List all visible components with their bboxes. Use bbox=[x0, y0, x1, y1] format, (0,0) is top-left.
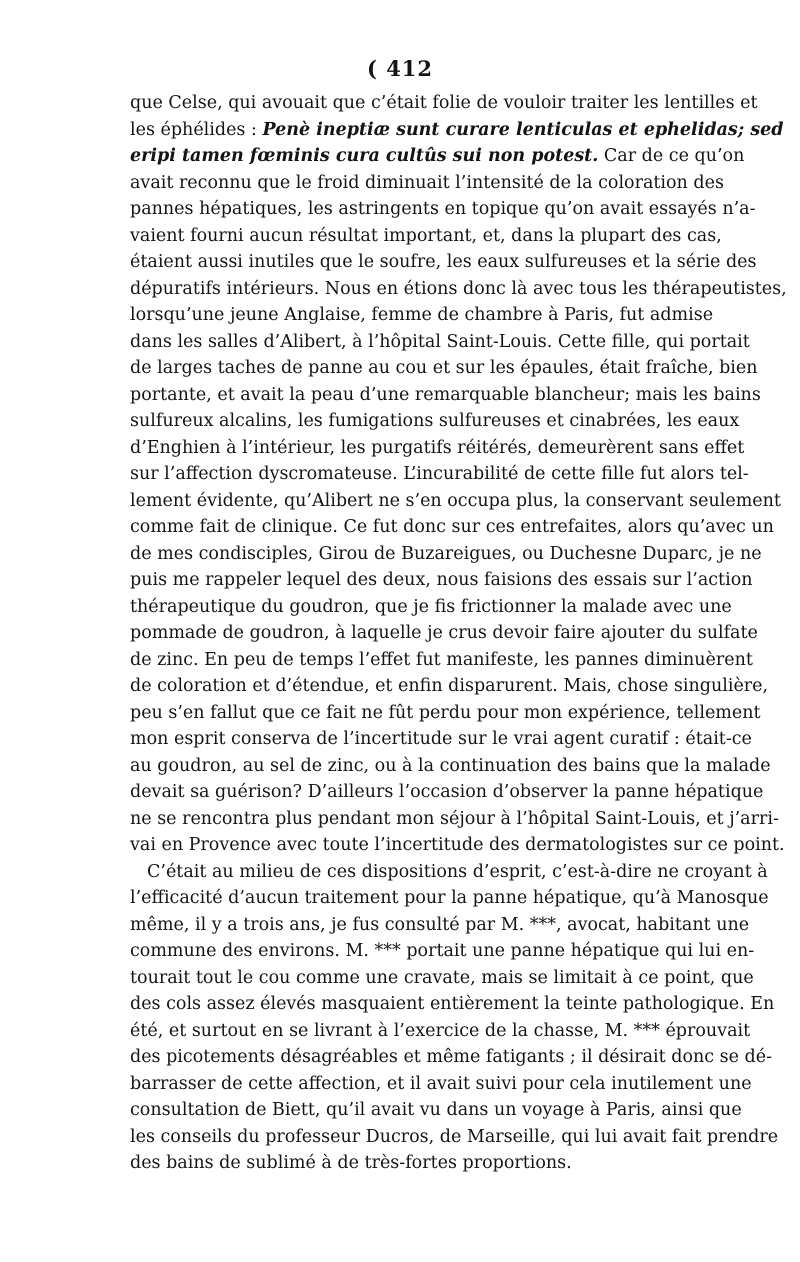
text-line bbox=[130, 329, 750, 356]
line-text: l’efficacité d’aucun traitement pour la panne hépatique, qu’à Manosque bbox=[130, 888, 769, 908]
text-line bbox=[130, 673, 769, 700]
line-text: que Celse, qui avouait que c’était folie de vouloir traiter les lentilles et bbox=[130, 93, 758, 113]
line-text: sur l’affection dyscromateuse. L’incurabilité de cette fille fut alors tel- bbox=[130, 464, 749, 484]
text-line bbox=[130, 567, 753, 594]
line-text: les conseils du professeur Ducros, de Marseille, qui lui avait fait prendre bbox=[130, 1126, 779, 1147]
text-line bbox=[130, 700, 761, 727]
text-line bbox=[130, 753, 771, 780]
line-text: comme fait de clinique. Ce fut donc sur ces entrefaites, alors qu’avec un bbox=[130, 517, 774, 537]
text-line bbox=[130, 965, 754, 992]
line-text: thérapeutique du goudron, que je fis frictionner la malade avec une bbox=[130, 596, 732, 617]
text-line bbox=[130, 223, 722, 250]
line-text: de coloration et d’étendue, et enfin disparurent. Mais, chose singulière, bbox=[130, 676, 769, 696]
text-line bbox=[130, 117, 784, 144]
line-text: dépuratifs intérieurs. Nous en étions donc là avec tous les thérapeutistes, bbox=[130, 278, 787, 299]
line-text: de zinc. En peu de temps l’effet fut manifeste, les pannes diminuèrent bbox=[130, 649, 753, 670]
line-text: ne se rencontra plus pendant mon séjour à l’hôpital Saint-Louis, et j’arri- bbox=[130, 808, 779, 829]
paragraph bbox=[130, 859, 779, 1177]
line-text: lorsqu’une jeune Anglaise, femme de chambre à Paris, fut admise bbox=[130, 305, 714, 325]
text-line bbox=[130, 435, 745, 462]
text-line bbox=[130, 90, 758, 117]
line-text: devait sa guérison? D’ailleurs l’occasion d’observer la panne hépatique bbox=[130, 782, 764, 802]
line-text: peu s’en fallut que ce fait ne fût perdu pour mon expérience, tellement bbox=[130, 702, 761, 723]
line-text: vai en Provence avec toute l’incertitude des dermatologistes sur ce point. bbox=[130, 835, 785, 855]
text-line bbox=[130, 726, 752, 753]
text-line bbox=[130, 1071, 752, 1098]
line-text: d’Enghien à l’intérieur, les purgatifs réitérés, demeurèrent sans effet bbox=[130, 437, 745, 458]
line-text: de mes condisciples, Girou de Buzareigues, ou Duchesne Duparc, je ne bbox=[130, 543, 762, 564]
line-text: consultation de Biett, qu’il avait vu dans un voyage à Paris, ainsi que bbox=[130, 1100, 742, 1120]
line-text: des bains de sublimé à de très-fortes proportions. bbox=[130, 1153, 572, 1173]
text-line bbox=[130, 276, 787, 303]
text-line bbox=[130, 461, 749, 488]
line-text: mon esprit conserva de l’incertitude sur le vrai agent curatif : était-ce bbox=[130, 729, 752, 749]
text-line bbox=[130, 382, 761, 409]
line-text: de larges taches de panne au cou et sur les épaules, était fraîche, bien bbox=[130, 358, 758, 378]
text-line bbox=[130, 647, 753, 674]
line-text: été, et surtout en se livrant à l’exercice de la chasse, M. *** éprouvait bbox=[130, 1020, 751, 1041]
line-text: C’était au milieu de ces dispositions d’esprit, c’est-à-dire ne croyant à bbox=[147, 861, 768, 882]
text-line bbox=[130, 488, 781, 515]
text-line bbox=[130, 1018, 751, 1045]
text-line bbox=[130, 196, 756, 223]
line-text: avait reconnu que le froid diminuait l’intensité de la coloration des bbox=[130, 172, 724, 193]
line-text: sulfureux alcalins, les fumigations sulfureuses et cinabrées, les eaux bbox=[130, 411, 740, 431]
text-line bbox=[130, 912, 750, 939]
text-line bbox=[130, 355, 758, 382]
text-line bbox=[130, 832, 785, 859]
line-text: commune des environs. M. *** portait une panne hépatique qui lui en- bbox=[130, 941, 755, 961]
body-text bbox=[130, 90, 787, 1177]
line-text: des picotements désagréables et même fatigants ; il désirait donc se dé- bbox=[130, 1047, 772, 1067]
text-line bbox=[130, 1097, 742, 1124]
text-line bbox=[130, 938, 755, 965]
line-text: puis me rappeler lequel des deux, nous faisions des essais sur l’action bbox=[130, 570, 753, 590]
line-text: pannes hépatiques, les astringents en topique qu’on avait essayés n’a- bbox=[130, 199, 756, 219]
text-line bbox=[130, 594, 732, 621]
line-text: les éphélides : bbox=[130, 119, 263, 140]
text-line bbox=[130, 991, 775, 1018]
line-text: tourait tout le cou comme une cravate, mais se limitait à ce point, que bbox=[130, 967, 754, 988]
page-number: ( 412 bbox=[366, 56, 434, 81]
text-line bbox=[130, 170, 724, 197]
line-text: dans les salles d’Alibert, à l’hôpital Saint-Louis. Cette fille, qui portait bbox=[130, 331, 750, 352]
text-line bbox=[130, 249, 757, 276]
text-line bbox=[130, 143, 745, 170]
latin-quote: Penè ineptiæ sunt curare lenticulas et ephelidas; sed bbox=[262, 119, 784, 140]
line-text: vaient fourni aucun résultat important, et, dans la plupart des cas, bbox=[130, 225, 722, 246]
line-text: portante, et avait la peau d’une remarquable blancheur; mais les bains bbox=[130, 384, 761, 405]
latin-quote: eripi tamen fœminis cura cultûs sui non potest. bbox=[130, 146, 599, 166]
line-text: Car de ce qu’on bbox=[598, 146, 745, 166]
line-text: barrasser de cette affection, et il avait suivi pour cela inutilement une bbox=[130, 1073, 752, 1094]
text-line bbox=[130, 620, 758, 647]
text-line bbox=[130, 859, 768, 886]
text-line bbox=[130, 779, 764, 806]
line-text: pommade de goudron, à laquelle je crus devoir faire ajouter du sulfate bbox=[130, 623, 758, 643]
line-text: étaient aussi inutiles que le soufre, les eaux sulfureuses et la série des bbox=[130, 252, 757, 272]
text-line bbox=[130, 302, 714, 329]
line-text: lement évidente, qu’Alibert ne s’en occupa plus, la conservant seulement bbox=[130, 490, 781, 511]
text-line bbox=[130, 541, 762, 568]
text-line bbox=[130, 514, 774, 541]
text-line bbox=[130, 1124, 779, 1151]
text-line bbox=[130, 885, 769, 912]
line-text: au goudron, au sel de zinc, ou à la continuation des bains que la malade bbox=[130, 755, 771, 776]
line-text: même, il y a trois ans, je fus consulté par M. ***, avocat, habitant une bbox=[130, 914, 750, 935]
text-line bbox=[130, 806, 779, 833]
paragraph bbox=[130, 90, 787, 859]
text-line bbox=[130, 1150, 654, 1177]
text-line bbox=[130, 408, 740, 435]
text-line bbox=[130, 1044, 772, 1071]
line-text: des cols assez élevés masquaient entièrement la teinte pathologique. En bbox=[130, 994, 775, 1014]
